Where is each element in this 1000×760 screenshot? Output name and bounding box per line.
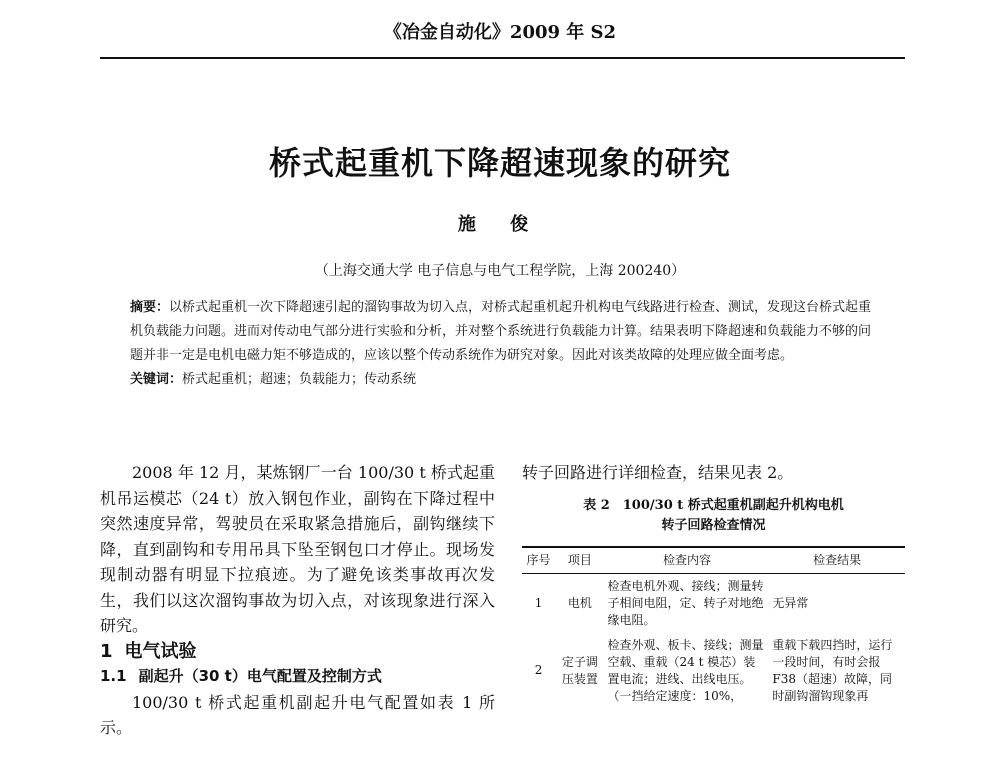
intro-paragraph: 2008 年 12 月，某炼钢厂一台 100/30 t 桥式起重机吊运模芯（24 t）放入钢包作业，副钩在下降过程中突然速度异常，驾驶员在采取紧急措施后，副钩继续下降，直到副钩和专用吊具下坠至钢包口才停止。现场发现制动器有明显下拉痕迹。为了避免该类事故再次发生，我们以这次溜钩事故为切入点，对该现象进行深入研究。 bbox=[100, 463, 495, 635]
header-rule bbox=[100, 57, 905, 59]
section-1-1-number: 1.1 bbox=[100, 667, 127, 685]
abstract-label: 摘要： bbox=[130, 300, 170, 315]
table-header-row bbox=[522, 547, 905, 574]
row-item: 定子调压装置 bbox=[561, 654, 598, 686]
keywords-label: 关键词： bbox=[130, 372, 183, 387]
paper-title: 桥式起重机下降超速现象的研究 bbox=[268, 144, 731, 182]
row-no: 1 bbox=[534, 595, 543, 610]
header-no: 序号 bbox=[526, 552, 551, 567]
keywords-paragraph bbox=[130, 368, 878, 392]
section-1-1-paragraph: 100/30 t 桥式起重机副起升电气配置如表 1 所示。 bbox=[100, 692, 495, 737]
abstract-paragraph bbox=[130, 296, 878, 368]
paper-affiliation: （上海交通大学 电子信息与电气工程学院，上海 200240） bbox=[314, 263, 686, 279]
header-result: 检查结果 bbox=[813, 552, 862, 567]
row-result: 无异常 bbox=[772, 595, 809, 610]
keywords-text: 桥式起重机；超速；负载能力；传动系统 bbox=[182, 372, 417, 387]
table-row bbox=[522, 573, 905, 633]
header-item: 项目 bbox=[567, 552, 592, 567]
section-1-1-title: 副起升（30 t）电气配置及控制方式 bbox=[138, 667, 382, 685]
row-no: 2 bbox=[534, 663, 543, 677]
left-column bbox=[100, 460, 495, 741]
row-result: 重载下载四挡时，运行一段时间，有时会报 F38（超速）故障，同时副钩溜钩现象再 bbox=[772, 637, 893, 703]
table-2 bbox=[522, 546, 905, 709]
table-2-caption bbox=[522, 496, 905, 536]
section-1-number: 1 bbox=[100, 640, 113, 662]
section-1-1-heading bbox=[100, 664, 495, 690]
table-2-caption-line-2: 转子回路检查情况 bbox=[661, 517, 766, 533]
paper-author: 施 俊 bbox=[457, 214, 543, 235]
row-content: 检查外观、板卡、接线；测量空载、重载（24 t 模芯）装置电流；进线、出线电压。（一挡给定速度：10%， bbox=[607, 637, 764, 703]
section-1-heading bbox=[100, 639, 495, 665]
row-item: 电机 bbox=[567, 595, 592, 610]
row-content: 检查电机外观、接线；测量转子相间电阻，定、转子对地绝缘电阻。 bbox=[607, 578, 764, 627]
section-1-title: 电气试验 bbox=[124, 640, 197, 662]
abstract-text: 以桥式起重机一次下降超速引起的溜钩事故为切入点，对桥式起重机起升机构电气线路进行检查、测试，发现这台桥式起重机负载能力问题。进而对传动电气部分进行实验和分析，并对整个系统进行负载能力计算。结果表明下降超速和负载能力不够的问题并非一定是电机电磁力矩不够造成的，应该以整个传动系统作为研究对象。因此对该类故障的处理应做全面考虑。 bbox=[130, 300, 872, 363]
table-2-caption-line-1: 表 2 100/30 t 桥式起重机副起升机构电机 bbox=[583, 497, 844, 513]
abstract-block bbox=[130, 296, 878, 392]
right-column-text: 转子回路进行详细检查，结果见表 2。 bbox=[522, 463, 794, 482]
right-column bbox=[522, 460, 905, 709]
header-content: 检查内容 bbox=[662, 552, 711, 567]
table-row bbox=[522, 633, 905, 709]
running-header: 《冶金自动化》2009 年 S2 bbox=[383, 22, 617, 43]
